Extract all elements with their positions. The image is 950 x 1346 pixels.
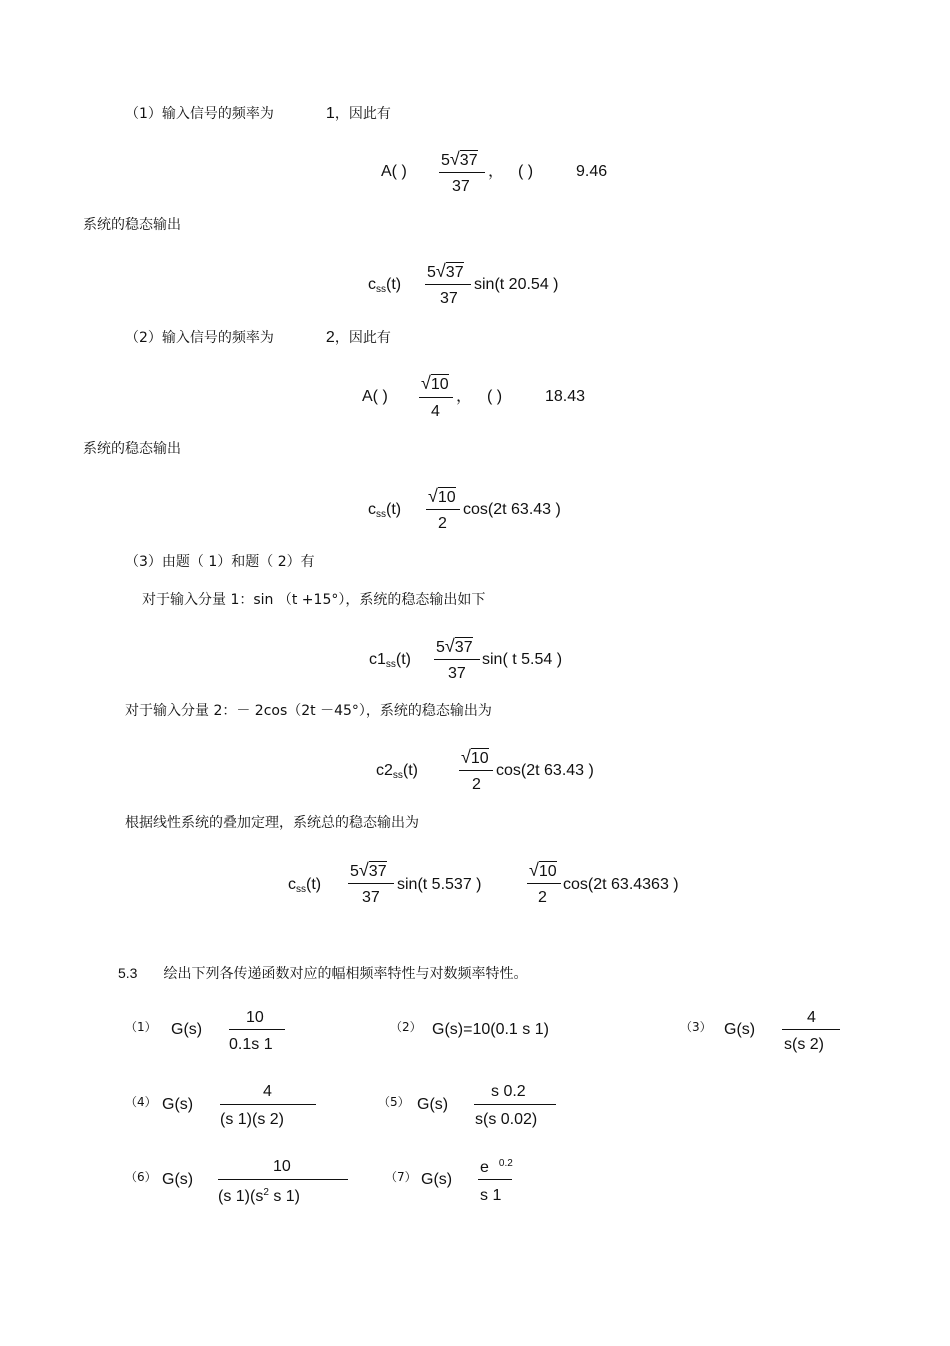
part3-comp2-text: 对于输入分量 2：－ 2cos（2t －45°），系统的稳态输出为 (125, 703, 492, 719)
fraction-bar (434, 659, 480, 660)
fraction-bar (419, 397, 453, 398)
fraction-bar (425, 284, 471, 285)
fraction-bar (459, 770, 493, 771)
part1-steady-label: 系统的稳态输出 (83, 217, 181, 233)
fraction-bar (229, 1029, 285, 1030)
fraction-bar (218, 1179, 348, 1180)
part2-steady-label: 系统的稳态输出 (83, 441, 181, 457)
section-5-3-heading: 5.3 绘出下列各传递函数对应的幅相频率特性与对数频率特性。 (118, 965, 528, 982)
part1-a-numerator: 5√37 (441, 149, 478, 169)
part2-intro: （2）输入信号的频率为 2，因此有 (125, 329, 391, 346)
part1-intro: （1）输入信号的频率为 1，因此有 (125, 105, 391, 122)
fraction-bar (426, 509, 460, 510)
fraction-bar (527, 883, 561, 884)
fraction-bar (439, 172, 485, 173)
fraction-bar (782, 1029, 840, 1030)
fraction-bar (474, 1104, 556, 1105)
fraction-bar (478, 1179, 512, 1180)
part3-comp1-text: 对于输入分量 1：sin （t +15°），系统的稳态输出如下 (142, 592, 486, 608)
fraction-bar (220, 1104, 316, 1105)
part3-intro: （3）由题（ 1）和题（ 2）有 (125, 554, 315, 570)
fraction-bar (348, 883, 394, 884)
part3-total-text: 根据线性系统的叠加定理，系统总的稳态输出为 (125, 815, 419, 831)
part1-omega: 1 (325, 105, 335, 122)
